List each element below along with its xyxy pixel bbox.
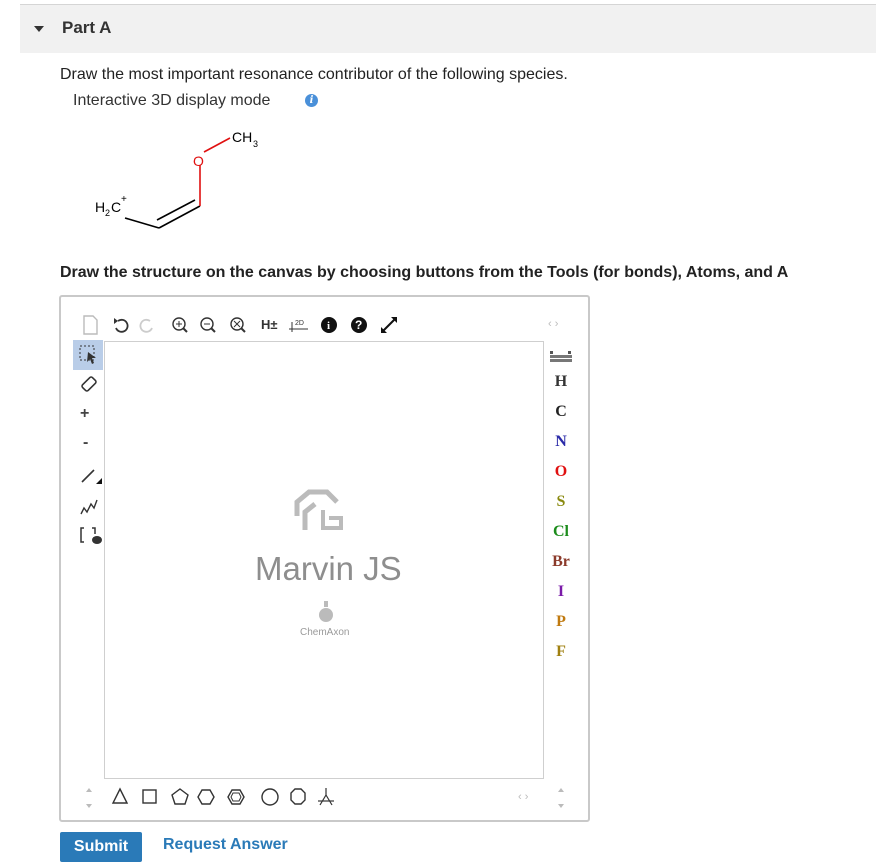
marvin-watermark: Marvin JS xyxy=(255,550,402,587)
bottom-scroll-arrows[interactable]: ‹ › xyxy=(518,791,529,803)
submit-button[interactable]: Submit xyxy=(60,832,142,862)
decrease-charge-button[interactable]: - xyxy=(83,434,89,451)
atom-button-o[interactable]: O xyxy=(554,463,568,480)
zoom-reset-icon[interactable] xyxy=(231,318,245,332)
cycloheptane-icon[interactable] xyxy=(262,789,278,805)
oxygen-label: O xyxy=(193,153,204,169)
atom-button-f[interactable]: F xyxy=(556,643,566,660)
atom-button-br[interactable]: Br xyxy=(552,553,570,570)
single-bond-icon[interactable] xyxy=(78,464,104,490)
part-title: Part A xyxy=(62,18,112,37)
top-toolbar-scroll-arrows[interactable]: ‹ › xyxy=(548,318,559,330)
redo-icon[interactable] xyxy=(140,320,152,332)
cyclohexane-icon[interactable] xyxy=(198,790,214,804)
chemaxon-label: ChemAxon xyxy=(300,627,350,638)
increase-charge-button[interactable]: + xyxy=(80,405,90,422)
undo-icon[interactable] xyxy=(114,318,128,332)
atom-button-c[interactable]: C xyxy=(555,403,567,420)
ring-template-icon[interactable] xyxy=(318,788,334,805)
new-document-icon[interactable] xyxy=(84,316,97,334)
cyclobutane-icon[interactable] xyxy=(143,790,156,803)
part-header[interactable] xyxy=(20,5,876,53)
hydrogen-toggle-button[interactable]: H± xyxy=(261,317,278,332)
cyclopropane-icon[interactable] xyxy=(113,789,127,803)
ch3-label: CH xyxy=(232,129,253,145)
ch3-subscript: 3 xyxy=(253,139,259,149)
marvin-logo-icon xyxy=(293,486,357,538)
chain-icon[interactable] xyxy=(78,496,100,518)
atom-button-cl[interactable]: Cl xyxy=(553,523,569,540)
benzene-icon[interactable] xyxy=(228,790,244,804)
eraser-icon[interactable] xyxy=(78,374,100,396)
template-toolbar xyxy=(80,785,350,811)
svg-text:2D: 2D xyxy=(295,320,304,327)
clean-2d-icon[interactable] xyxy=(289,320,308,332)
positive-charge: + xyxy=(121,194,127,205)
svg-text:?: ? xyxy=(355,318,363,332)
periodic-table-icon[interactable] xyxy=(549,348,573,364)
atom-button-p[interactable]: P xyxy=(556,613,566,630)
display-mode-link[interactable]: Interactive 3D display mode xyxy=(73,92,271,109)
atom-button-i[interactable]: I xyxy=(557,583,565,600)
zoom-out-icon[interactable] xyxy=(201,318,215,332)
cyclooctane-icon[interactable] xyxy=(291,789,305,804)
atoms-scroll-arrows[interactable] xyxy=(555,785,567,811)
flask-icon xyxy=(318,601,334,623)
info-icon[interactable]: i xyxy=(305,94,318,107)
h2c-subscript: 2 xyxy=(105,208,111,218)
atom-button-h[interactable]: H xyxy=(554,373,568,390)
molecule-structure xyxy=(85,120,285,235)
question-prompt: Draw the most important resonance contributor of the following species. xyxy=(60,66,568,83)
atom-button-s[interactable]: S xyxy=(556,493,566,510)
zoom-in-icon[interactable] xyxy=(173,318,187,332)
h2c-label: H xyxy=(95,199,106,215)
templates-scroll-arrows[interactable] xyxy=(86,788,92,808)
atom-button-n[interactable]: N xyxy=(555,433,567,450)
request-answer-link[interactable]: Request Answer xyxy=(163,836,288,853)
rectangle-select-icon xyxy=(78,344,100,366)
drawing-instructions: Draw the structure on the canvas by choosing buttons from the Tools (for bonds), Atoms, and A xyxy=(60,264,789,281)
bracket-group-icon[interactable] xyxy=(78,524,104,546)
fullscreen-icon[interactable] xyxy=(381,317,397,333)
svg-text:i: i xyxy=(327,320,331,332)
top-toolbar xyxy=(80,314,410,336)
collapse-caret-icon[interactable] xyxy=(34,26,44,32)
h2c-carbon: C xyxy=(111,199,122,215)
cyclopentane-icon[interactable] xyxy=(172,789,188,804)
